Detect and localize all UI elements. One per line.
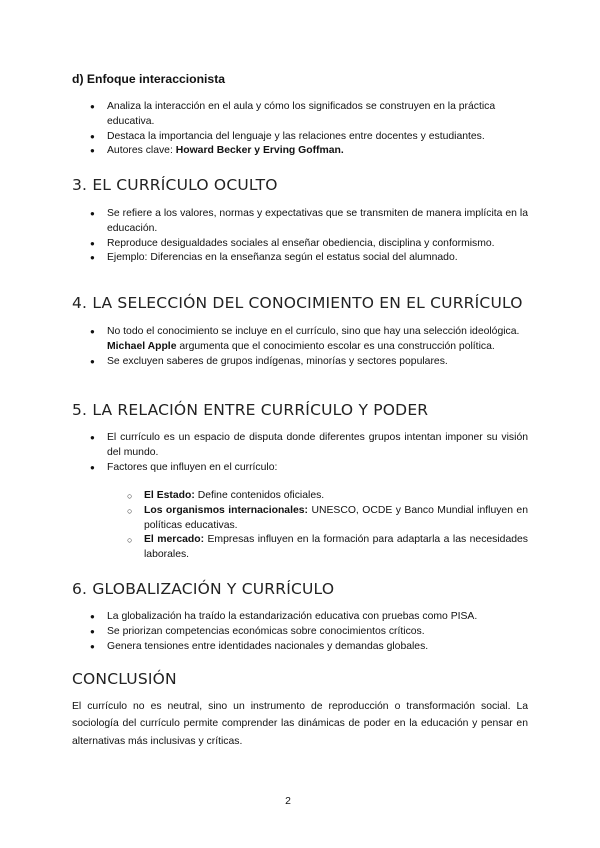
list-item: ● Se priorizan competencias económicas sobre conocimientos críticos.	[90, 625, 528, 640]
section-title-curriculo-oculto: 3. EL CURRÍCULO OCULTO	[72, 176, 278, 194]
list-item	[90, 144, 528, 159]
bullet-text: Destaca la importancia del lenguaje y las relaciones entre docentes y estudiantes.	[107, 130, 485, 142]
bold-term: Los organismos internacionales:	[144, 504, 308, 516]
conclusion-paragraph: El currículo no es neutral, sino un instrumento de reproducción o transformación social. La sociología del currículo permite comprender las dinámicas de poder en la educación y pensar en alternativas más inclusivas y críticas.	[72, 701, 528, 747]
list-item: ● El currículo es un espacio de disputa donde diferentes grupos intentan imponer su visión del mundo.	[90, 431, 528, 461]
bold-term: El mercado:	[144, 534, 205, 546]
sub-item-text: Define contenidos oficiales.	[194, 490, 325, 501]
list-item: ● Se refiere a los valores, normas y expectativas que se transmiten de manera implícita en la educación.	[90, 207, 528, 237]
list-item: ● Ejemplo: Diferencias en la enseñanza según el estatus social del alumnado.	[90, 251, 528, 266]
bullet-text: argumenta que el conocimiento escolar es una construcción política.	[176, 340, 495, 352]
list-item	[90, 130, 528, 145]
list-item: ● Se excluyen saberes de grupos indígenas, minorías y sectores populares.	[90, 355, 528, 370]
bullet-list-curriculo-poder	[90, 431, 528, 475]
subsection-title-interaccionista: d) Enfoque interaccionista	[72, 72, 226, 86]
section-title-globalizacion: 6. GLOBALIZACIÓN Y CURRÍCULO	[72, 580, 335, 598]
section-title-conclusion: CONCLUSIÓN	[72, 670, 177, 688]
bold-term: El Estado:	[144, 490, 195, 501]
sub-list-item	[127, 504, 528, 534]
list-item: ● Genera tensiones entre identidades nacionales y demandas globales.	[90, 640, 528, 655]
sub-item-text: Empresas influyen en la formación para adaptarla a las necesidades laborales.	[144, 534, 528, 561]
sub-item-text: UNESCO, OCDE y Banco Mundial influyen en políticas educativas.	[144, 504, 528, 531]
bullet-text: No todo el conocimiento se incluye en el currículo, sino que hay una selección ideológica.	[107, 326, 520, 337]
section-title-curriculo-poder: 5. LA RELACIÓN ENTRE CURRÍCULO Y PODER	[72, 401, 429, 419]
section-title-seleccion-conocimiento: 4. LA SELECCIÓN DEL CONOCIMIENTO EN EL CURRÍCULO	[72, 294, 523, 312]
list-item: ● La globalización ha traído la estandarización educativa con pruebas como PISA.	[90, 610, 528, 625]
list-item: ● Analiza la interacción en el aula y cómo los significados se construyen en la práctica educativa.	[90, 100, 528, 130]
bold-authors: Howard Becker y Erving Goffman.	[175, 145, 344, 157]
sub-list-item	[127, 489, 528, 504]
page-number: 2	[285, 796, 291, 807]
bullet-list-interaccionista	[90, 100, 528, 159]
list-item	[90, 325, 528, 355]
bold-author: Michael Apple	[107, 340, 177, 352]
sub-list-factores	[127, 489, 528, 563]
list-item: ● Reproduce desigualdades sociales al enseñar obediencia, disciplina y conformismo.	[90, 237, 528, 252]
bullet-list-globalizacion	[90, 610, 528, 654]
list-item: ● Factores que influyen en el currículo:	[90, 461, 528, 476]
bullet-list-curriculo-oculto	[90, 207, 528, 266]
bullet-list-seleccion-conocimiento	[90, 325, 528, 369]
sub-list-item	[127, 533, 528, 563]
bullet-text: Autores clave:	[107, 145, 176, 157]
